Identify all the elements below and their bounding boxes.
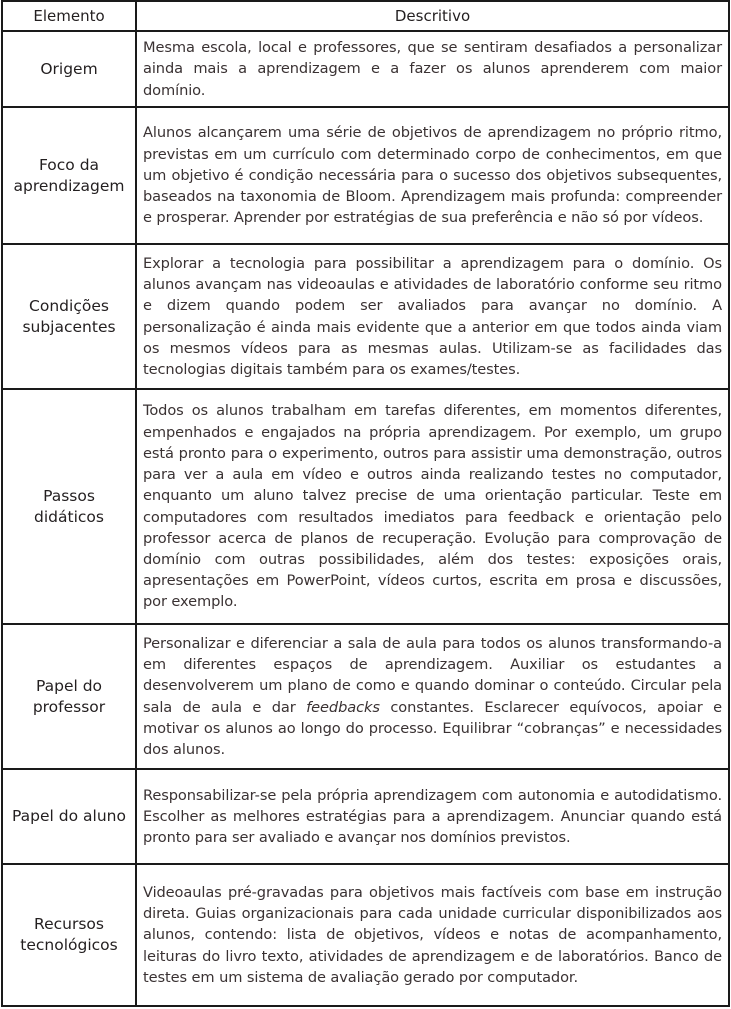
table-row (2, 864, 729, 1006)
row-element: Papel do professor (2, 624, 136, 769)
row-description: Videoaulas pré-gravadas para objetivos mais factíveis com base em instrução direta. Guias organizacionais para cada unidade curricular disponibilizados aos alunos, contendo: lista de objetivos, vídeos e notas de acompanhamento, leituras do livro texto, atividades de aprendizagem e de laboratórios. Banco de testes em um sistema de avaliação gerado por computador. (136, 864, 729, 1006)
row-description: Responsabilizar-se pela própria aprendizagem com autonomia e autodidatismo. Escolher as melhores estratégias para a aprendizagem. Anunciar quando está pronto para ser avaliado e avançar nos domínios previstos. (136, 769, 729, 864)
table-row (2, 769, 729, 864)
row-description: Todos os alunos trabalham em tarefas diferentes, em momentos diferentes, empenhados e engajados na própria aprendizagem. Por exemplo, um grupo está pronto para o experimento, outros para assistir uma demonstração, outros para ver a aula em vídeo e outros ainda realizando testes no computador, enquanto um aluno talvez precise de uma orientação particular. Teste em computadores com resultados imediatos para feedback e orientação pelo professor acerca de planos de recuperação. Evolução para comprovação de domínio com outras possibilidades, além dos testes: exposições orais, apresentações em PowerPoint, vídeos curtos, escrita em prosa e discussões, por exemplo. (136, 389, 729, 624)
header-elemento: Elemento (2, 1, 136, 31)
row-description (136, 624, 729, 769)
desc-part: constantes. Esclarecer equívocos, apoiar e motivar os alunos ao longo do processo. Equilibrar “cobranças” e necessidades dos alunos. (143, 698, 722, 758)
elements-table (1, 0, 730, 1007)
desc-italic: feedbacks (306, 698, 380, 716)
row-description: Mesma escola, local e professores, que se sentiram desafiados a personalizar ainda mais a aprendizagem e a fazer os alunos aprenderem com maior domínio. (136, 31, 729, 107)
table-row (2, 624, 729, 769)
row-description: Alunos alcançarem uma série de objetivos de aprendizagem no próprio ritmo, previstas em um currículo com determinado corpo de conhecimentos, em que um objetivo é condição necessária para o sucesso dos objetivos subsequentes, baseados na taxonomia de Bloom. Aprendizagem mais profunda: compreender e prosperar. Aprender por estratégias de sua preferência e não só por vídeos. (136, 107, 729, 244)
table-row (2, 389, 729, 624)
header-descritivo: Descritivo (136, 1, 729, 31)
table-row (2, 244, 729, 389)
row-element: Recursos tecnológicos (2, 864, 136, 1006)
row-element: Papel do aluno (2, 769, 136, 864)
table-row (2, 31, 729, 107)
table-row (2, 107, 729, 244)
row-element: Passos didáticos (2, 389, 136, 624)
row-description: Explorar a tecnologia para possibilitar a aprendizagem para o domínio. Os alunos avançam nas videoaulas e atividades de laboratório conforme seu ritmo e dizem quando podem ser avaliados para avançar no domínio. A personalização é ainda mais evidente que a anterior em que todos ainda viam os mesmos vídeos para as mesmas aulas. Utilizam-se as facilidades das tecnologias digitais também para os exames/testes. (136, 244, 729, 389)
row-element: Origem (2, 31, 136, 107)
desc-part: Personalizar e diferenciar a sala de aula para todos os alunos transformando-a em diferentes espaços de aprendizagem. Auxiliar os estudantes a desenvolverem um plano de como e quando dominar o conteúdo. Circular pela sala de aula e dar (143, 634, 722, 716)
table-header (2, 1, 729, 31)
row-element: Foco da aprendizagem (2, 107, 136, 244)
row-element: Condições subjacentes (2, 244, 136, 389)
